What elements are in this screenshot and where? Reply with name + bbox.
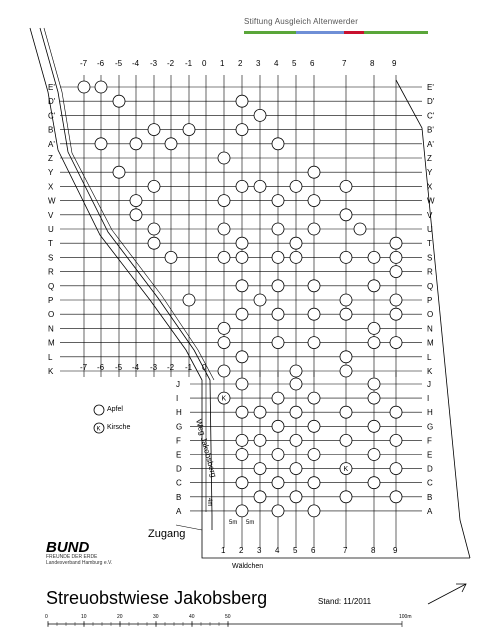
- legend-apfel-label: Apfel: [107, 406, 123, 413]
- row-label-left: V: [48, 210, 54, 220]
- apple-tree: [368, 280, 380, 292]
- apple-tree: [354, 223, 366, 235]
- apple-tree: [368, 378, 380, 390]
- col-label-top: -2: [167, 59, 175, 68]
- scale-label: 100m: [399, 614, 412, 620]
- col-label-top: 3: [256, 59, 261, 68]
- dim-4m: 4m: [206, 498, 212, 507]
- apple-tree: [340, 209, 352, 221]
- row-label-right: Q: [427, 281, 434, 291]
- apple-tree: [218, 251, 230, 263]
- col-label-mid: -6: [97, 363, 105, 372]
- bund-logo: [46, 539, 112, 566]
- apple-tree: [340, 180, 352, 192]
- apple-tree: [308, 280, 320, 292]
- row-label-right: I: [427, 394, 430, 404]
- col-label-mid: -5: [115, 363, 123, 372]
- apple-tree: [340, 308, 352, 320]
- apple-tree: [272, 280, 284, 292]
- apple-tree: [308, 308, 320, 320]
- col-label-top: 4: [274, 59, 279, 68]
- apple-tree: [368, 392, 380, 404]
- row-label-right: U: [427, 225, 433, 234]
- col-label-mid: 0: [202, 363, 207, 372]
- row-label-left: C: [176, 478, 182, 488]
- row-label-left: N: [48, 324, 54, 334]
- apple-tree: [272, 392, 284, 404]
- row-label-left: W: [48, 196, 56, 206]
- col-label-bottom: 5: [293, 546, 298, 555]
- row-label-right: S: [427, 253, 433, 263]
- apple-tree: [254, 109, 266, 121]
- apple-tree: [218, 365, 230, 377]
- apple-tree: [236, 505, 248, 517]
- col-label-top: -6: [97, 59, 105, 68]
- path-label: Weg Jakobsberg: [194, 418, 219, 479]
- row-label-right: A': [427, 139, 434, 149]
- row-label-right: G: [427, 422, 434, 432]
- apple-tree: [340, 434, 352, 446]
- scale-label: 20: [117, 614, 123, 620]
- apple-tree: [236, 378, 248, 390]
- apple-tree: [290, 251, 302, 263]
- cherry-tree-label: K: [343, 466, 349, 474]
- scale-label: 0: [45, 614, 48, 620]
- apple-tree: [290, 237, 302, 249]
- apple-tree: [78, 81, 90, 93]
- entrance-label: Zugang: [148, 528, 186, 540]
- scale-label: 30: [153, 614, 159, 620]
- row-label-right: C': [427, 111, 435, 121]
- apple-tree: [148, 223, 160, 235]
- row-label-right: H: [427, 408, 433, 418]
- apple-tree: [236, 406, 248, 418]
- apple-tree: [236, 251, 248, 263]
- row-label-right: V: [427, 210, 433, 220]
- col-label-mid: -4: [132, 363, 140, 372]
- row-label-right: E': [427, 83, 434, 92]
- apple-tree: [390, 251, 402, 263]
- apple-tree: [368, 251, 380, 263]
- apple-tree: [368, 420, 380, 432]
- apple-tree: [254, 491, 266, 503]
- row-label-left: G: [176, 422, 183, 432]
- path-edge: [40, 28, 212, 530]
- apple-tree: [308, 392, 320, 404]
- row-label-left: F: [176, 436, 181, 446]
- row-label-right: W: [427, 196, 435, 206]
- apple-tree: [95, 81, 107, 93]
- col-label-bottom: 2: [239, 546, 244, 555]
- apple-tree: [236, 477, 248, 489]
- row-label-left: M: [48, 338, 55, 348]
- apple-tree: [390, 308, 402, 320]
- legend-kirsche-symbol: K: [96, 426, 101, 433]
- apple-tree: [290, 463, 302, 475]
- row-label-right: J: [427, 380, 431, 389]
- apple-tree: [368, 322, 380, 334]
- apple-tree: [218, 195, 230, 207]
- logo-name: BUND: [46, 539, 90, 556]
- woodland-label: Wäldchen: [232, 563, 264, 570]
- apple-tree: [272, 308, 284, 320]
- apple-tree: [308, 420, 320, 432]
- apple-tree: [368, 337, 380, 349]
- col-label-top: -1: [185, 59, 193, 68]
- dim-5m: 5m: [246, 520, 255, 526]
- col-label-bottom: 8: [371, 546, 376, 555]
- row-label-right: E: [427, 450, 433, 460]
- apple-tree: [113, 166, 125, 178]
- apple-tree: [340, 351, 352, 363]
- col-label-mid: -3: [150, 363, 158, 372]
- col-label-mid: -2: [167, 363, 175, 372]
- col-label-bottom: 3: [257, 546, 262, 555]
- apple-tree: [272, 449, 284, 461]
- row-label-right: B': [427, 125, 434, 135]
- row-label-left: P: [48, 296, 54, 305]
- apple-tree: [272, 420, 284, 432]
- apple-tree: [183, 124, 195, 136]
- legend-kirsche-label: Kirsche: [107, 424, 131, 431]
- apple-tree: [218, 223, 230, 235]
- dim-5m: 5m: [229, 520, 238, 526]
- row-label-left: D': [48, 97, 56, 107]
- apple-tree: [390, 463, 402, 475]
- col-label-top: -4: [132, 59, 140, 68]
- row-label-left: T: [48, 239, 53, 249]
- apple-tree: [368, 449, 380, 461]
- col-label-top: 7: [342, 59, 347, 68]
- row-label-left: L: [48, 352, 53, 362]
- col-label-top: 8: [370, 59, 375, 68]
- apple-tree: [308, 337, 320, 349]
- apple-tree: [390, 434, 402, 446]
- apple-tree: [272, 251, 284, 263]
- north-arrow-icon: [428, 584, 466, 604]
- row-label-right: Z: [427, 154, 432, 163]
- row-label-right: D': [427, 97, 435, 107]
- row-label-right: Y: [427, 168, 433, 178]
- field-boundary-left: [30, 28, 470, 558]
- path-edge-2: [44, 28, 214, 380]
- apple-tree: [340, 491, 352, 503]
- col-label-mid: -1: [185, 363, 193, 372]
- apple-tree: [390, 406, 402, 418]
- row-label-right: B: [427, 492, 433, 502]
- apple-tree: [165, 138, 177, 150]
- row-label-left: R: [48, 267, 54, 277]
- col-label-top: -5: [115, 59, 123, 68]
- apple-tree: [218, 322, 230, 334]
- apple-tree: [308, 505, 320, 517]
- org-header: Stiftung Ausgleich Altenwerder: [244, 17, 359, 26]
- apple-tree: [218, 337, 230, 349]
- apple-tree: [290, 491, 302, 503]
- apple-tree: [390, 266, 402, 278]
- apple-tree: [272, 195, 284, 207]
- col-label-top: -3: [150, 59, 158, 68]
- apple-tree: [236, 351, 248, 363]
- row-label-right: P: [427, 296, 433, 305]
- apple-tree: [254, 180, 266, 192]
- row-label-right: A: [427, 506, 433, 516]
- apple-tree: [290, 180, 302, 192]
- apple-tree: [390, 237, 402, 249]
- row-label-right: D: [427, 464, 433, 474]
- apple-tree: [308, 449, 320, 461]
- apple-tree: [218, 152, 230, 164]
- apple-tree: [390, 337, 402, 349]
- col-label-top: 5: [292, 59, 297, 68]
- col-label-bottom: 4: [275, 546, 280, 555]
- row-label-right: K: [427, 367, 433, 376]
- col-label-top: 2: [238, 59, 243, 68]
- logo-sub: Landesverband Hamburg e.V.: [46, 560, 113, 566]
- apple-tree: [272, 337, 284, 349]
- col-label-bottom: 1: [221, 546, 226, 555]
- apple-tree: [236, 95, 248, 107]
- row-label-left: Y: [48, 168, 54, 178]
- apple-tree: [308, 477, 320, 489]
- apple-tree: [254, 294, 266, 306]
- apple-tree: [290, 378, 302, 390]
- col-label-bottom: 7: [343, 546, 348, 555]
- col-label-top: 0: [202, 59, 207, 68]
- apple-tree: [390, 491, 402, 503]
- row-label-right: O: [427, 310, 434, 320]
- apple-tree: [236, 237, 248, 249]
- row-label-left: Z: [48, 154, 53, 163]
- row-label-right: L: [427, 352, 432, 362]
- row-label-left: C': [48, 111, 56, 121]
- col-label-mid: -7: [80, 363, 88, 372]
- row-label-right: T: [427, 239, 432, 249]
- row-label-left: A: [176, 506, 182, 516]
- apple-tree: [130, 195, 142, 207]
- col-label-top: -7: [80, 59, 88, 68]
- apple-tree: [254, 463, 266, 475]
- row-label-right: R: [427, 267, 433, 277]
- scale-label: 40: [189, 614, 195, 620]
- row-label-left: Q: [48, 281, 55, 291]
- apple-tree: [340, 294, 352, 306]
- row-label-left: D: [176, 464, 182, 474]
- col-label-top: 1: [220, 59, 225, 68]
- row-label-left: H: [176, 408, 182, 418]
- apple-tree: [183, 294, 195, 306]
- apple-tree: [148, 180, 160, 192]
- apple-tree: [272, 138, 284, 150]
- row-label-right: N: [427, 324, 433, 334]
- apple-tree: [236, 449, 248, 461]
- scale-label: 10: [81, 614, 87, 620]
- apple-tree: [340, 251, 352, 263]
- apple-tree: [236, 308, 248, 320]
- apple-tree: [130, 209, 142, 221]
- apple-tree: [272, 505, 284, 517]
- status-date: Stand: 11/2011: [318, 597, 372, 606]
- row-label-left: X: [48, 182, 54, 192]
- apple-tree: [290, 365, 302, 377]
- apple-tree: [340, 406, 352, 418]
- row-label-left: I: [176, 394, 179, 404]
- page-title: Streuobstwiese Jakobsberg: [46, 588, 268, 608]
- apple-tree: [308, 195, 320, 207]
- col-label-bottom: 6: [311, 546, 316, 555]
- apple-tree: [254, 434, 266, 446]
- apple-tree: [236, 124, 248, 136]
- apple-tree: [290, 434, 302, 446]
- row-label-left: K: [48, 367, 54, 376]
- apple-tree: [308, 223, 320, 235]
- row-label-right: C: [427, 478, 433, 488]
- legend-apfel-icon: [94, 405, 104, 415]
- apple-tree: [390, 294, 402, 306]
- apple-tree: [290, 406, 302, 418]
- row-label-left: E': [48, 83, 55, 92]
- row-label-right: X: [427, 182, 433, 192]
- col-label-top: 6: [310, 59, 315, 68]
- row-label-right: M: [427, 338, 434, 348]
- apple-tree: [308, 166, 320, 178]
- apple-tree: [113, 95, 125, 107]
- apple-tree: [148, 237, 160, 249]
- apple-tree: [254, 406, 266, 418]
- col-label-bottom: 9: [393, 546, 398, 555]
- row-label-left: E: [176, 450, 182, 460]
- apple-tree: [236, 180, 248, 192]
- row-label-left: O: [48, 310, 55, 320]
- row-label-left: S: [48, 253, 54, 263]
- row-label-left: U: [48, 225, 54, 234]
- row-label-left: B': [48, 125, 55, 135]
- apple-tree: [236, 434, 248, 446]
- apple-tree: [236, 280, 248, 292]
- row-label-left: A': [48, 139, 55, 149]
- logo-tagline: FREUNDE DER ERDE: [46, 554, 98, 560]
- apple-tree: [95, 138, 107, 150]
- row-label-left: B: [176, 492, 182, 502]
- apple-tree: [148, 124, 160, 136]
- row-label-right: F: [427, 436, 432, 446]
- apple-tree: [272, 223, 284, 235]
- cherry-tree-label: K: [221, 395, 227, 403]
- apple-tree: [130, 138, 142, 150]
- scale-label: 50: [225, 614, 231, 620]
- col-label-top: 9: [392, 59, 397, 68]
- row-label-left: J: [176, 380, 180, 389]
- apple-tree: [272, 477, 284, 489]
- apple-tree: [368, 477, 380, 489]
- apple-tree: [165, 251, 177, 263]
- apple-tree: [340, 365, 352, 377]
